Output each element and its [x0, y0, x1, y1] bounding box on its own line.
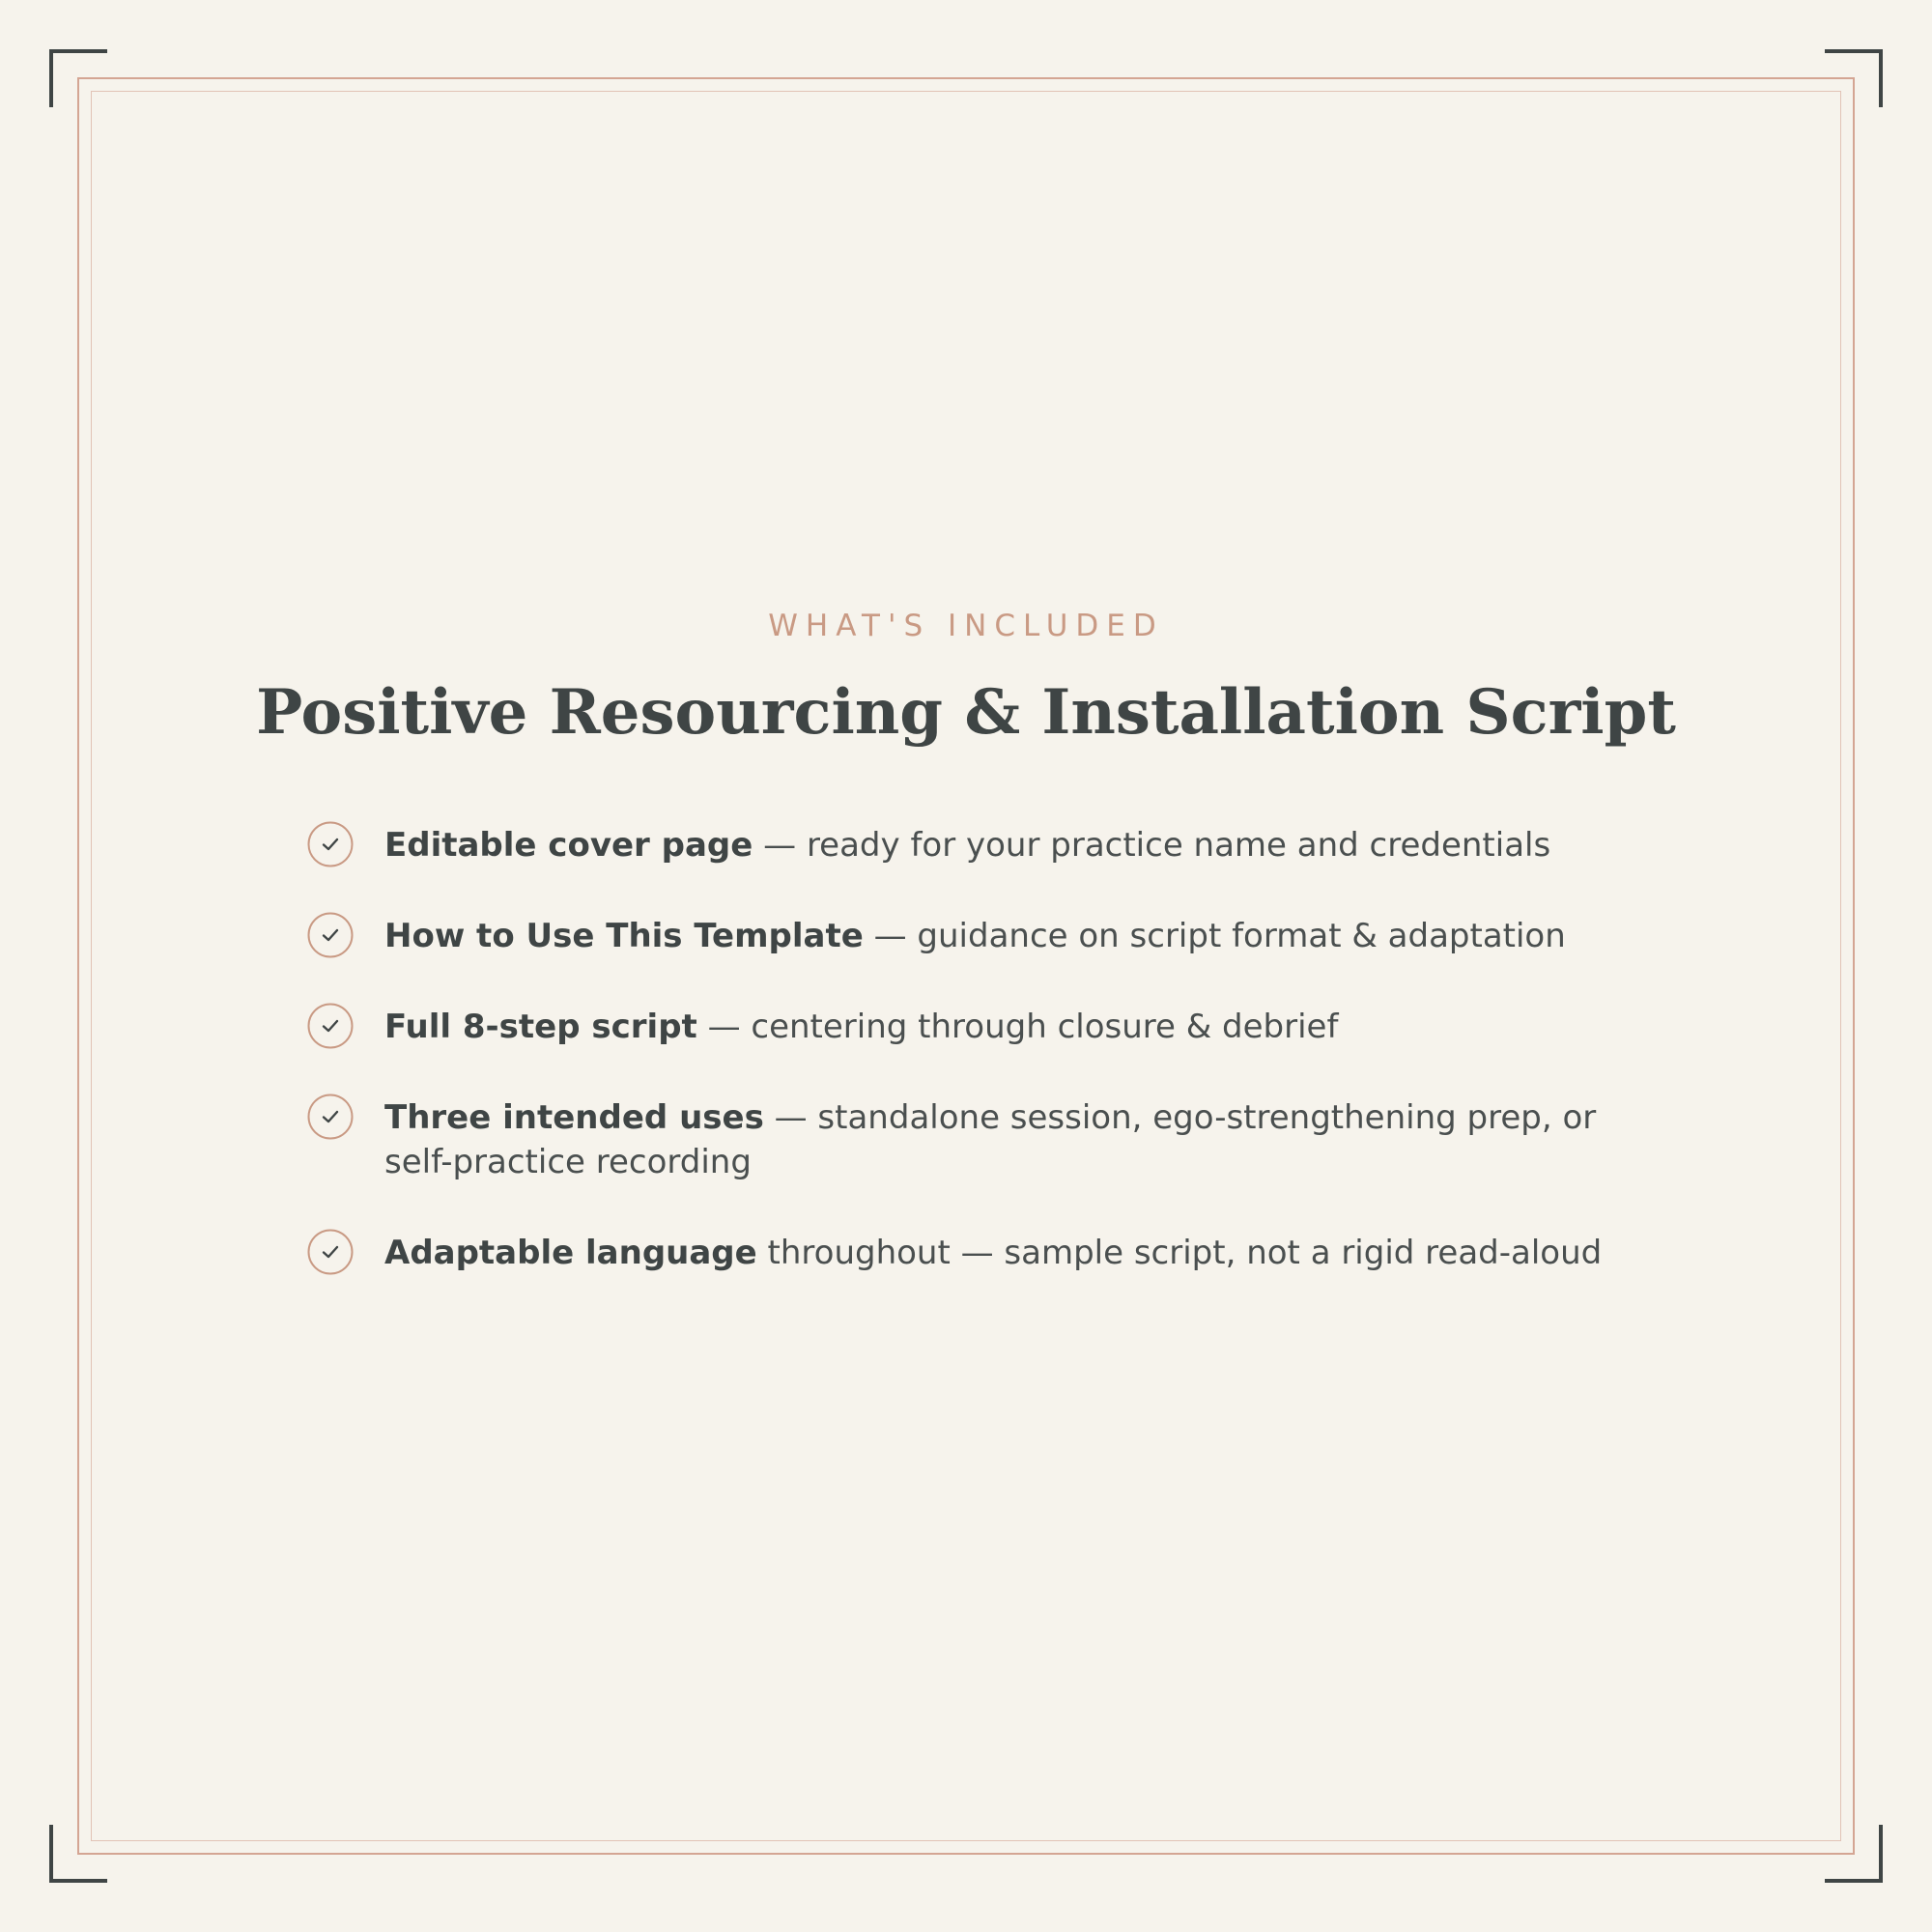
list-item-title: How to Use This Template — [384, 917, 864, 955]
list-item — [307, 1005, 1640, 1049]
list-item-description: throughout — sample script, not a rigid read-aloud — [756, 1234, 1603, 1272]
list-item-title: Editable cover page — [384, 826, 753, 865]
list-item-title: Three intended uses — [384, 1098, 764, 1137]
list-item-text — [384, 823, 1550, 867]
included-items-list — [307, 823, 1640, 1321]
list-item-description: — guidance on script format & adaptation — [863, 917, 1566, 955]
list-item-text — [384, 1231, 1602, 1275]
list-item-description: — centering through closure & debrief — [696, 1008, 1339, 1046]
eyebrow-label: WHAT'S INCLUDED — [768, 609, 1164, 643]
list-item — [307, 914, 1640, 958]
header — [0, 599, 1932, 752]
check-circle-icon — [307, 1229, 354, 1275]
list-item — [307, 1231, 1640, 1275]
check-circle-icon — [307, 1094, 354, 1140]
list-item-text — [384, 1095, 1640, 1184]
page-title: Positive Resourcing & Installation Script — [256, 676, 1676, 749]
list-item-title: Full 8-step script — [384, 1008, 697, 1046]
list-item-text — [384, 914, 1566, 958]
check-circle-icon — [307, 912, 354, 958]
list-item-title: Adaptable language — [384, 1234, 757, 1272]
list-item-description: — ready for your practice name and credentials — [753, 826, 1551, 865]
list-item-text — [384, 1005, 1338, 1049]
check-circle-icon — [307, 821, 354, 867]
list-item — [307, 823, 1640, 867]
check-circle-icon — [307, 1003, 354, 1049]
list-item — [307, 1095, 1640, 1184]
list-item-description: — standalone session, ego-strengthening prep, or self-practice recording — [384, 1098, 1597, 1181]
